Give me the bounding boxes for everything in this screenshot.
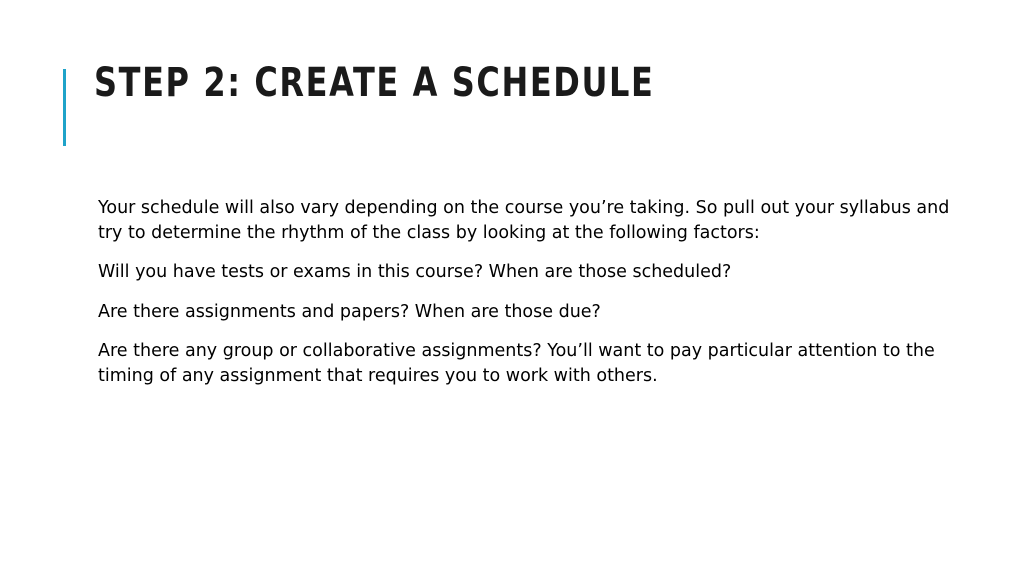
slide-body — [98, 196, 958, 403]
title-accent-bar — [63, 69, 66, 146]
paragraph-intro: Your schedule will also vary depending on the course you’re taking. So pull out your syllabus and try to determine the rhythm of the class by looking at the following factors: — [98, 198, 950, 243]
paragraph-assignments: Are there assignments and papers? When are those due? — [98, 301, 601, 322]
slide-title: STEP 2: CREATE A SCHEDULE — [94, 60, 655, 106]
paragraph-tests: Will you have tests or exams in this course? When are those scheduled? — [98, 262, 732, 282]
paragraph-group-work: Are there any group or collaborative assignments? You’ll want to pay particular attention to the timing of any assignment that requires you to work with others. — [98, 341, 935, 386]
